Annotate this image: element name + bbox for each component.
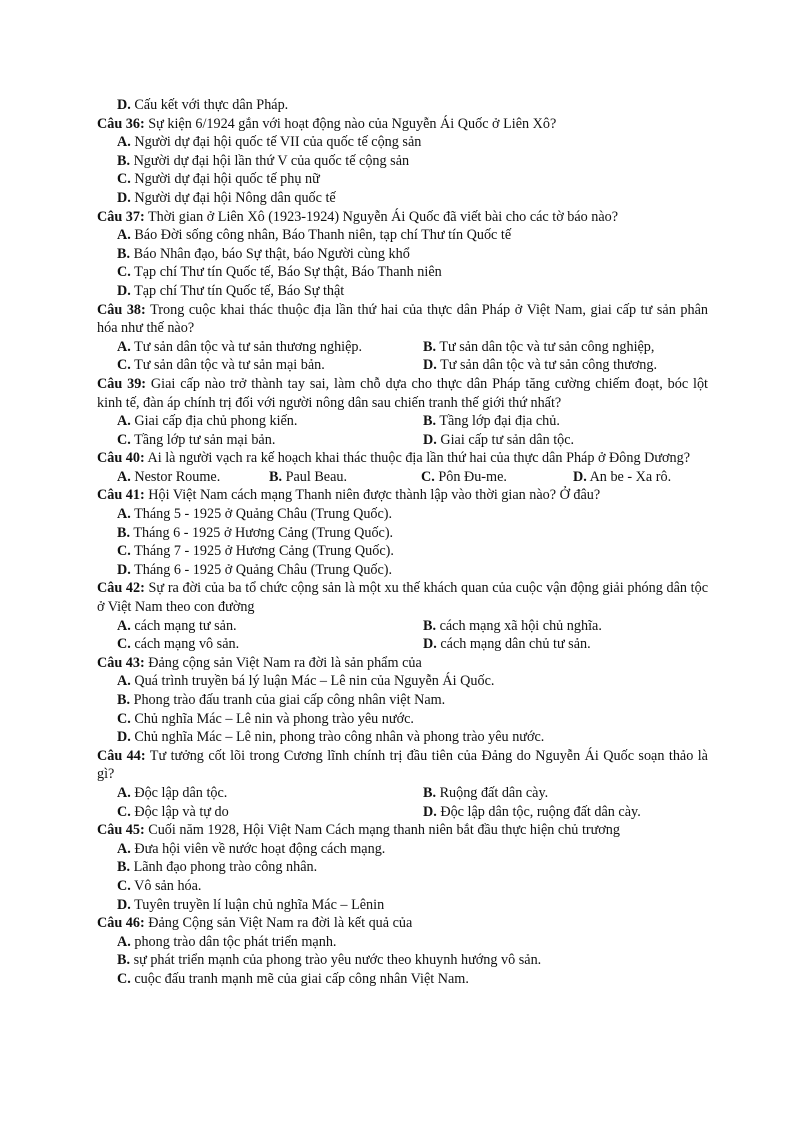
option-text: Báo Đời sống công nhân, Báo Thanh niên, tạp chí Thư tín Quốc tế	[134, 227, 512, 244]
option-text: Ruộng đất dân cày.	[439, 784, 549, 801]
question-number: Câu 38:	[97, 301, 146, 318]
question-block	[97, 301, 708, 375]
option-text: Độc lập và tự do	[134, 803, 229, 820]
option-text: Tạp chí Thư tín Quốc tế, Báo Sự thật, Báo Thanh niên	[134, 264, 442, 281]
question-number: Câu 42:	[97, 580, 145, 597]
option-row	[97, 412, 708, 431]
option-text: Tư sản dân tộc và tư sản công nghiệp,	[439, 338, 655, 355]
option-label: C.	[117, 877, 131, 894]
option-text: cách mạng tư sản.	[134, 617, 237, 634]
answer-option	[423, 635, 591, 654]
question-list	[97, 115, 708, 989]
question-block	[97, 449, 708, 486]
option-text: Tháng 6 - 1925 ở Quảng Châu (Trung Quốc).	[134, 561, 393, 578]
option-label: C.	[117, 431, 131, 448]
option-text: Độc lập dân tộc.	[134, 784, 228, 801]
question-number: Câu 44:	[97, 747, 146, 764]
question-number: Câu 36:	[97, 115, 145, 132]
option-text: Độc lập dân tộc, ruộng đất dân cày.	[440, 803, 641, 820]
answer-option	[97, 728, 708, 747]
question-text: Hội Việt Nam cách mạng Thanh niên được thành lập vào thời gian nào? Ở đâu?	[148, 487, 601, 504]
answer-option	[421, 468, 573, 487]
answer-option	[97, 152, 708, 171]
option-row	[97, 431, 708, 450]
option-label: A.	[117, 673, 131, 690]
question-text: Sự kiện 6/1924 gắn với hoạt động nào của Nguyễn Ái Quốc ở Liên Xô?	[148, 115, 557, 132]
option-text: An be - Xa rô.	[589, 468, 672, 485]
question-text: Đảng cộng sản Việt Nam ra đời là sản phẩm của	[148, 654, 422, 671]
question-number: Câu 37:	[97, 208, 145, 225]
option-text: Tháng 5 - 1925 ở Quảng Châu (Trung Quốc).	[134, 506, 393, 523]
option-label: D.	[117, 729, 131, 746]
answer-option	[117, 412, 423, 431]
option-text: Tuyên truyền lí luận chủ nghĩa Mác – Lênin	[134, 896, 385, 913]
answer-option	[97, 877, 708, 896]
option-text: Người dự đại hội quốc tế phụ nữ	[134, 171, 320, 188]
answer-option	[117, 356, 423, 375]
option-label: C.	[117, 543, 131, 560]
option-label: A.	[117, 227, 131, 244]
option-label: B.	[117, 952, 131, 969]
option-label: A.	[117, 468, 131, 485]
question-stem	[97, 449, 708, 468]
option-label: D.	[423, 431, 437, 448]
answer-option	[423, 431, 574, 450]
option-label: B.	[423, 617, 437, 634]
question-text: Đảng Cộng sản Việt Nam ra đời là kết quả của	[148, 915, 413, 932]
question-stem	[97, 115, 708, 134]
question-stem	[97, 579, 708, 616]
question-block	[97, 208, 708, 301]
answer-option	[97, 245, 708, 264]
option-text: Đưa hội viên về nước hoạt động cách mạng.	[134, 840, 386, 857]
option-row	[97, 617, 708, 636]
option-text: Pôn Đu-me.	[438, 468, 507, 485]
option-label: D.	[117, 561, 131, 578]
answer-option	[97, 710, 708, 729]
option-text: Chủ nghĩa Mác – Lê nin, phong trào công nhân và phong trào yêu nước.	[134, 729, 545, 746]
question-block	[97, 654, 708, 747]
answer-option	[97, 542, 708, 561]
option-text: Giai cấp tư sản dân tộc.	[440, 431, 575, 448]
option-label: C.	[117, 803, 131, 820]
answer-option	[269, 468, 421, 487]
question-number: Câu 43:	[97, 654, 145, 671]
option-text: cách mạng vô sản.	[134, 636, 240, 653]
option-text: Cấu kết với thực dân Pháp.	[134, 97, 289, 113]
question-number: Câu 39:	[97, 375, 147, 392]
answer-option	[97, 672, 708, 691]
option-label: A.	[117, 413, 131, 430]
option-label: A.	[117, 338, 131, 355]
option-text: Tầng lớp tư sản mại bản.	[134, 431, 276, 448]
question-block	[97, 914, 708, 988]
question-number: Câu 41:	[97, 487, 145, 504]
answer-option	[117, 803, 423, 822]
answer-option	[117, 635, 423, 654]
question-text: Cuối năm 1928, Hội Việt Nam Cách mạng thanh niên bắt đầu thực hiện chủ trương	[148, 822, 620, 839]
option-label: D.	[573, 468, 587, 485]
option-text: Tư sản dân tộc và tư sản mại bản.	[134, 357, 325, 374]
option-label: D.	[117, 97, 131, 113]
option-text: Quá trình truyền bá lý luận Mác – Lê nin của Nguyễn Ái Quốc.	[134, 673, 495, 690]
lead-option	[97, 96, 708, 115]
option-text: phong trào dân tộc phát triển mạnh.	[134, 933, 337, 950]
answer-option	[423, 803, 641, 822]
answer-option	[97, 951, 708, 970]
question-stem	[97, 914, 708, 933]
question-number: Câu 40:	[97, 450, 145, 467]
question-block	[97, 115, 708, 208]
option-row	[97, 635, 708, 654]
answer-option	[97, 170, 708, 189]
answer-option	[97, 133, 708, 152]
question-text: Tư tưởng cốt lõi trong Cương lĩnh chính trị đầu tiên của Đảng do Nguyễn Ái Quốc soạn thảo là gì?	[97, 747, 708, 783]
option-label: C.	[117, 171, 131, 188]
option-label: B.	[117, 859, 131, 876]
option-text: Báo Nhân đạo, báo Sự thật, báo Người cùng khổ	[133, 245, 410, 262]
option-label: A.	[117, 784, 131, 801]
option-label: D.	[423, 357, 437, 374]
option-text: Tạp chí Thư tín Quốc tế, Báo Sự thật	[134, 282, 345, 299]
question-text: Trong cuộc khai thác thuộc địa lần thứ hai của thực dân Pháp ở Việt Nam, giai cấp tư sản phân hóa như thế nào?	[97, 301, 708, 337]
option-label: D.	[117, 896, 131, 913]
option-text: Nestor Roume.	[134, 468, 221, 485]
option-label: D.	[423, 803, 437, 820]
answer-option	[97, 189, 708, 208]
answer-option	[117, 338, 423, 357]
option-label: D.	[117, 189, 131, 206]
question-number: Câu 45:	[97, 822, 145, 839]
option-label: D.	[423, 636, 437, 653]
option-label: C.	[117, 710, 131, 727]
option-text: Phong trào đấu tranh của giai cấp công nhân việt Nam.	[133, 692, 446, 708]
option-label: A.	[117, 617, 131, 634]
question-block	[97, 747, 708, 821]
option-text: Tư sản dân tộc và tư sản công thương.	[440, 357, 658, 374]
option-label: B.	[269, 468, 283, 485]
answer-option	[97, 505, 708, 524]
option-label: A.	[117, 840, 131, 857]
answer-option	[117, 784, 423, 803]
option-label: A.	[117, 933, 131, 950]
option-row	[97, 468, 708, 487]
option-text: Giai cấp địa chủ phong kiến.	[134, 413, 298, 430]
answer-option	[97, 226, 708, 245]
question-block	[97, 579, 708, 653]
option-label: D.	[117, 282, 131, 299]
answer-option	[423, 356, 657, 375]
answer-option	[97, 263, 708, 282]
question-text: Sự ra đời của ba tổ chức cộng sản là một xu thế khách quan của cuộc vận động giải phóng dân tộc ở Việt Nam theo con đường	[97, 580, 709, 616]
answer-option	[117, 431, 423, 450]
option-label: A.	[117, 134, 131, 151]
answer-option	[117, 468, 269, 487]
option-label: B.	[423, 338, 437, 355]
option-label: A.	[117, 506, 131, 523]
question-stem	[97, 747, 708, 784]
option-label: B.	[423, 784, 437, 801]
answer-option	[97, 282, 708, 301]
option-row	[97, 338, 708, 357]
option-label: B.	[117, 692, 131, 708]
option-text: Tư sản dân tộc và tư sản thương nghiệp.	[134, 338, 363, 355]
question-block	[97, 821, 708, 914]
answer-option	[423, 784, 548, 803]
answer-option	[423, 338, 654, 357]
question-text: Ai là người vạch ra kế hoạch khai thác thuộc địa lần thứ hai của thực dân Pháp ở Đông Dương?	[147, 450, 691, 467]
option-label: C.	[117, 264, 131, 281]
answer-option	[97, 561, 708, 580]
exam-page	[97, 96, 708, 989]
option-label: B.	[117, 524, 131, 541]
question-stem	[97, 375, 708, 412]
option-label: B.	[117, 245, 131, 262]
option-text: Vô sản hóa.	[134, 877, 202, 894]
option-label: C.	[117, 636, 131, 653]
option-text: Chủ nghĩa Mác – Lê nin và phong trào yêu nước.	[134, 710, 414, 727]
option-text: cách mạng dân chủ tư sản.	[440, 636, 591, 653]
option-label: C.	[117, 357, 131, 374]
option-row	[97, 803, 708, 822]
option-text: Người dự đại hội quốc tế VII của quốc tế cộng sản	[134, 134, 422, 151]
option-label: C.	[421, 468, 435, 485]
option-label: C.	[117, 970, 131, 987]
question-block	[97, 486, 708, 579]
option-row	[97, 356, 708, 375]
question-stem	[97, 654, 708, 673]
answer-option	[97, 896, 708, 915]
question-text: Thời gian ở Liên Xô (1923-1924) Nguyễn Ái Quốc đã viết bài cho các tờ báo nào?	[148, 208, 619, 225]
option-text: Tháng 7 - 1925 ở Hương Cảng (Trung Quốc).	[134, 543, 394, 560]
option-label: B.	[117, 152, 131, 169]
answer-option	[117, 617, 423, 636]
option-row	[97, 784, 708, 803]
question-stem	[97, 301, 708, 338]
question-number: Câu 46:	[97, 915, 145, 932]
option-text: Tầng lớp đại địa chủ.	[439, 413, 560, 430]
question-block	[97, 375, 708, 449]
option-text: Lãnh đạo phong trào công nhân.	[133, 859, 318, 876]
option-text: Người dự đại hội Nông dân quốc tế	[134, 189, 336, 206]
question-stem	[97, 208, 708, 227]
option-text: cách mạng xã hội chủ nghĩa.	[439, 617, 602, 634]
option-text: cuộc đấu tranh mạnh mẽ của giai cấp công nhân Việt Nam.	[134, 970, 469, 987]
answer-option	[423, 412, 560, 431]
answer-option	[97, 970, 708, 989]
option-text: Tháng 6 - 1925 ở Hương Cảng (Trung Quốc).	[133, 524, 394, 541]
option-label: B.	[423, 413, 437, 430]
answer-option	[97, 933, 708, 952]
option-text: sự phát triển mạnh của phong trào yêu nước theo khuynh hướng vô sản.	[133, 952, 542, 969]
question-text: Giai cấp nào trở thành tay sai, làm chỗ dựa cho thực dân Pháp tăng cường chiếm đoạt, bóc lột kinh tế, đàn áp chính trị đối với người nông dân sau chiến tranh thế giới thứ nhất?	[97, 375, 708, 411]
answer-option	[97, 691, 708, 710]
option-text: Người dự đại hội lần thứ V của quốc tế cộng sản	[133, 152, 410, 169]
answer-option	[573, 468, 671, 487]
question-stem	[97, 821, 708, 840]
answer-option	[97, 840, 708, 859]
option-text: Paul Beau.	[285, 468, 348, 485]
answer-option	[97, 524, 708, 543]
answer-option	[97, 858, 708, 877]
answer-option	[423, 617, 602, 636]
question-stem	[97, 486, 708, 505]
